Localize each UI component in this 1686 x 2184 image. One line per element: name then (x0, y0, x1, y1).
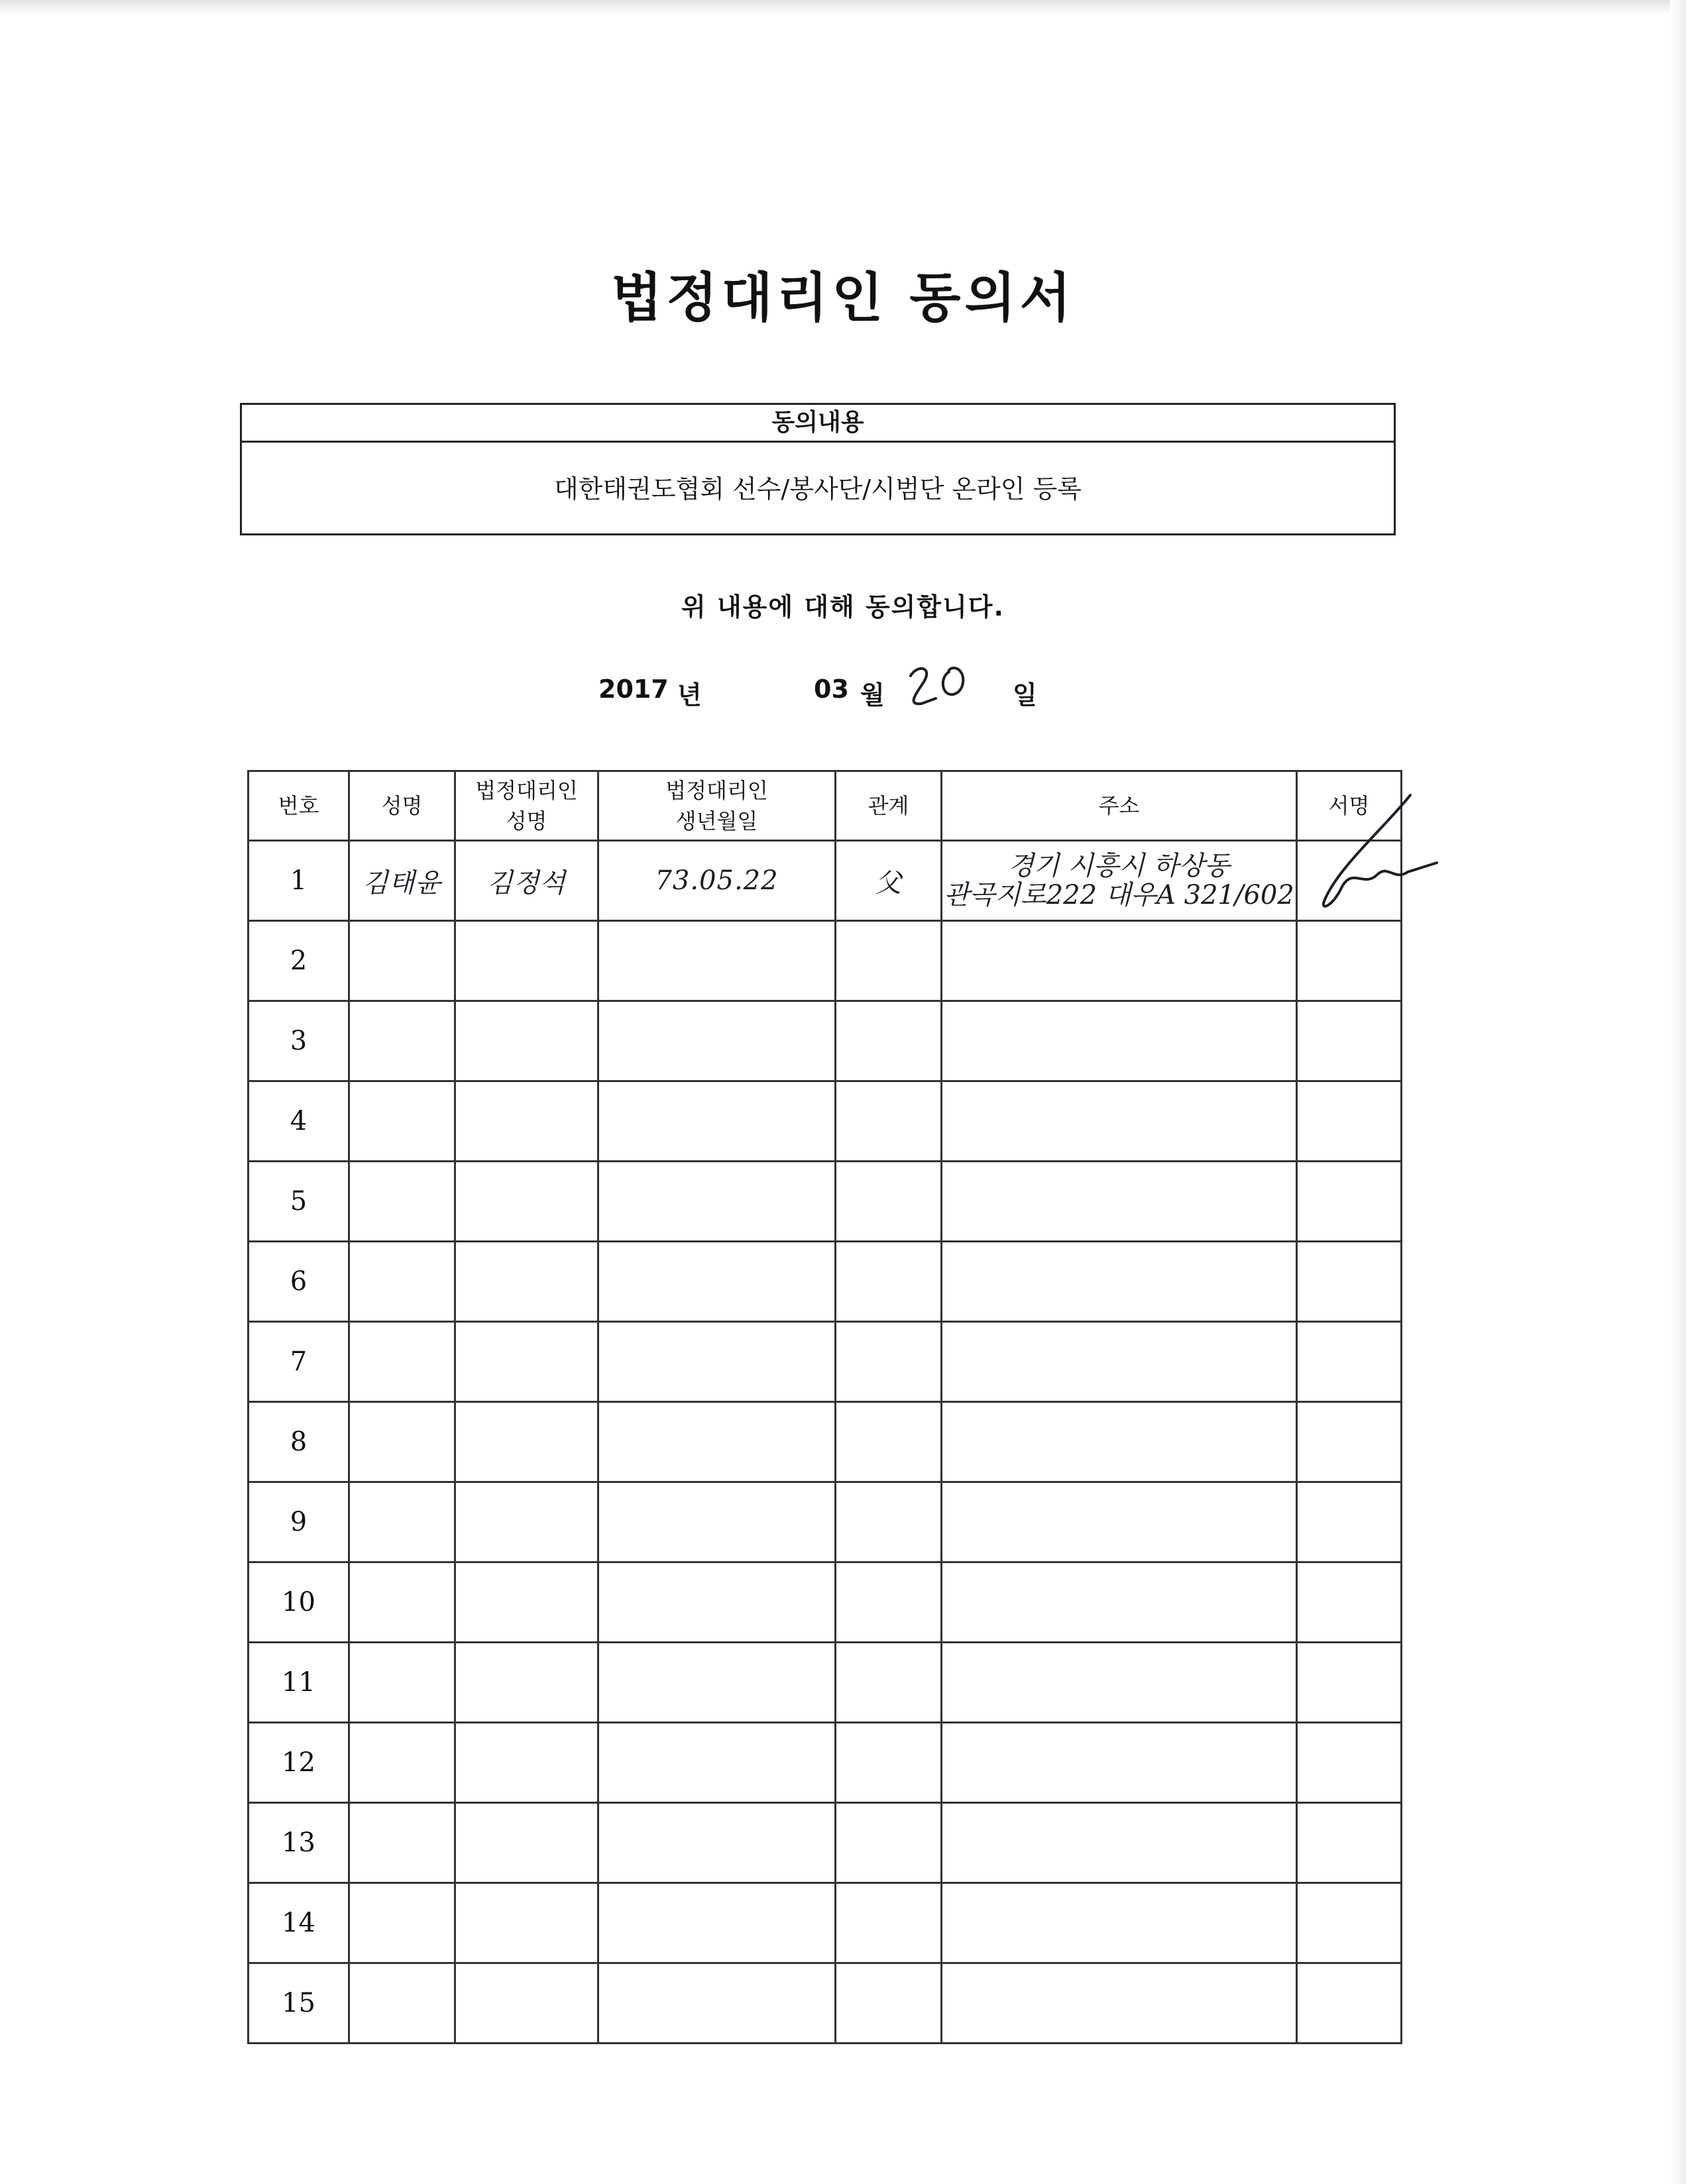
row-signature (1297, 921, 1402, 1001)
row-guardian-birth (598, 1001, 836, 1081)
row-guardian-birth (598, 1162, 836, 1242)
table-header-row (249, 771, 1402, 841)
row-relation (836, 921, 942, 1001)
row-name (349, 1883, 455, 1963)
row-signature (1297, 1723, 1402, 1803)
row-guardian-birth (598, 1803, 836, 1883)
row-address (942, 1081, 1297, 1162)
table-row (249, 1963, 1402, 2044)
consent-header: 동의내용 (242, 405, 1394, 443)
row-address (942, 1883, 1297, 1963)
table-row (249, 1162, 1402, 1242)
row-number: 15 (249, 1963, 349, 2044)
table-row (249, 1562, 1402, 1643)
row-number: 11 (249, 1643, 349, 1723)
row-relation (836, 1242, 942, 1322)
header-guardian-name-line1: 법정대리인 (475, 778, 578, 803)
header-no: 번호 (249, 771, 349, 841)
row-address (942, 1643, 1297, 1723)
row-guardian-birth (598, 1242, 836, 1322)
header-guardian-birth-line2: 생년월일 (675, 808, 758, 834)
header-guardian-name (455, 771, 598, 841)
row-address (942, 1803, 1297, 1883)
header-signature: 서명 (1297, 771, 1402, 841)
row-signature (1297, 1081, 1402, 1162)
row-signature (1297, 1162, 1402, 1242)
row-name (349, 1081, 455, 1162)
row-guardian-name (455, 1322, 598, 1402)
row-guardian-name (455, 1001, 598, 1081)
document-title: 법정대리인 동의서 (610, 266, 1076, 329)
row-name (349, 1482, 455, 1562)
handwritten-day (903, 657, 982, 717)
row-signature (1297, 1883, 1402, 1963)
table-row (249, 1482, 1402, 1562)
row-guardian-birth (598, 1723, 836, 1803)
row-relation (836, 1963, 942, 2044)
row-guardian-birth: 73.05.22 (598, 841, 836, 921)
table-row (249, 1081, 1402, 1162)
row-address (942, 1001, 1297, 1081)
row-number: 12 (249, 1723, 349, 1803)
table-row (249, 1001, 1402, 1081)
table-row (249, 1803, 1402, 1883)
row-name (349, 1803, 455, 1883)
date-year-unit: 년 (677, 681, 702, 710)
row-guardian-birth (598, 1322, 836, 1402)
row-relation (836, 1322, 942, 1402)
table-row (249, 1402, 1402, 1482)
row-guardian-name (455, 1883, 598, 1963)
table-row (249, 1883, 1402, 1963)
row-number: 2 (249, 921, 349, 1001)
row-address (942, 841, 1297, 921)
row-number: 3 (249, 1001, 349, 1081)
table-row (249, 1643, 1402, 1723)
row-number: 8 (249, 1402, 349, 1482)
row-address (942, 1723, 1297, 1803)
row-address (942, 1963, 1297, 2044)
table-row (249, 1242, 1402, 1322)
row-address-line1: 경기 시흥시 하상동 (1008, 851, 1230, 881)
row-number: 9 (249, 1482, 349, 1562)
row-guardian-name (455, 1963, 598, 2044)
row-number: 7 (249, 1322, 349, 1402)
row-guardian-name (455, 1803, 598, 1883)
row-number: 10 (249, 1562, 349, 1643)
row-name (349, 1402, 455, 1482)
header-relation: 관계 (836, 771, 942, 841)
row-address (942, 1162, 1297, 1242)
row-number: 5 (249, 1162, 349, 1242)
row-name (349, 1242, 455, 1322)
table-row (249, 841, 1402, 921)
row-signature (1297, 1562, 1402, 1643)
row-relation (836, 1883, 942, 1963)
consent-box (240, 403, 1396, 535)
table-row (249, 1322, 1402, 1402)
row-guardian-name (455, 1643, 598, 1723)
row-guardian-birth (598, 1963, 836, 2044)
row-guardian-name (455, 1562, 598, 1643)
row-number: 13 (249, 1803, 349, 1883)
row-name: 김태윤 (349, 841, 455, 921)
row-name (349, 1963, 455, 2044)
row-guardian-name: 김정석 (455, 841, 598, 921)
row-relation (836, 1643, 942, 1723)
row-signature (1297, 1963, 1402, 2044)
scan-edge-top (0, 0, 1686, 15)
row-address (942, 1562, 1297, 1643)
date-day-unit: 일 (1013, 681, 1037, 710)
row-relation (836, 1081, 942, 1162)
row-guardian-name (455, 1081, 598, 1162)
row-name (349, 1562, 455, 1643)
handwritten-signature (1278, 789, 1450, 928)
row-relation (836, 1562, 942, 1643)
header-guardian-birth-line1: 법정대리인 (665, 778, 768, 803)
row-address (942, 1482, 1297, 1562)
row-signature (1297, 1482, 1402, 1562)
agree-statement: 위 내용에 대해 동의합니다. (681, 592, 1005, 622)
row-relation (836, 1803, 942, 1883)
row-guardian-birth (598, 921, 836, 1001)
row-name (349, 1723, 455, 1803)
row-signature (1297, 1322, 1402, 1402)
guardian-table (247, 770, 1402, 2044)
date-month: 03 (814, 675, 849, 704)
table-row (249, 921, 1402, 1001)
row-name (349, 1322, 455, 1402)
header-address: 주소 (942, 771, 1297, 841)
date-month-unit: 월 (860, 681, 885, 710)
row-signature (1297, 1803, 1402, 1883)
row-relation: 父 (836, 841, 942, 921)
row-address (942, 921, 1297, 1001)
row-relation (836, 1402, 942, 1482)
row-signature (1297, 1001, 1402, 1081)
row-guardian-name (455, 1482, 598, 1562)
row-signature (1297, 1643, 1402, 1723)
row-name (349, 1643, 455, 1723)
row-relation (836, 1482, 942, 1562)
row-guardian-name (455, 1723, 598, 1803)
row-guardian-name (455, 1402, 598, 1482)
row-address (942, 1322, 1297, 1402)
table-row (249, 1723, 1402, 1803)
row-address-line2: 관곡지로222 대우A 321/602 (944, 880, 1294, 910)
row-guardian-name (455, 1242, 598, 1322)
row-guardian-birth (598, 1883, 836, 1963)
row-relation (836, 1162, 942, 1242)
row-signature (1297, 1402, 1402, 1482)
row-name (349, 1001, 455, 1081)
row-guardian-birth (598, 1643, 836, 1723)
row-address (942, 1402, 1297, 1482)
row-address (942, 1242, 1297, 1322)
row-guardian-birth (598, 1562, 836, 1643)
row-name (349, 921, 455, 1001)
row-guardian-name (455, 1162, 598, 1242)
consent-text: 대한태권도협회 선수/봉사단/시범단 온라인 등록 (553, 474, 1082, 504)
row-signature (1297, 1242, 1402, 1322)
header-name: 성명 (349, 771, 455, 841)
row-number: 1 (249, 841, 349, 921)
header-guardian-name-line2: 성명 (506, 808, 547, 834)
row-guardian-birth (598, 1482, 836, 1562)
row-number: 6 (249, 1242, 349, 1322)
header-guardian-birth (598, 771, 836, 841)
row-number: 4 (249, 1081, 349, 1162)
row-guardian-name (455, 921, 598, 1001)
date-year: 2017 (598, 675, 669, 704)
row-number: 14 (249, 1883, 349, 1963)
row-name (349, 1162, 455, 1242)
row-guardian-birth (598, 1081, 836, 1162)
row-relation (836, 1001, 942, 1081)
row-relation (836, 1723, 942, 1803)
row-signature (1297, 841, 1402, 921)
row-guardian-birth (598, 1402, 836, 1482)
